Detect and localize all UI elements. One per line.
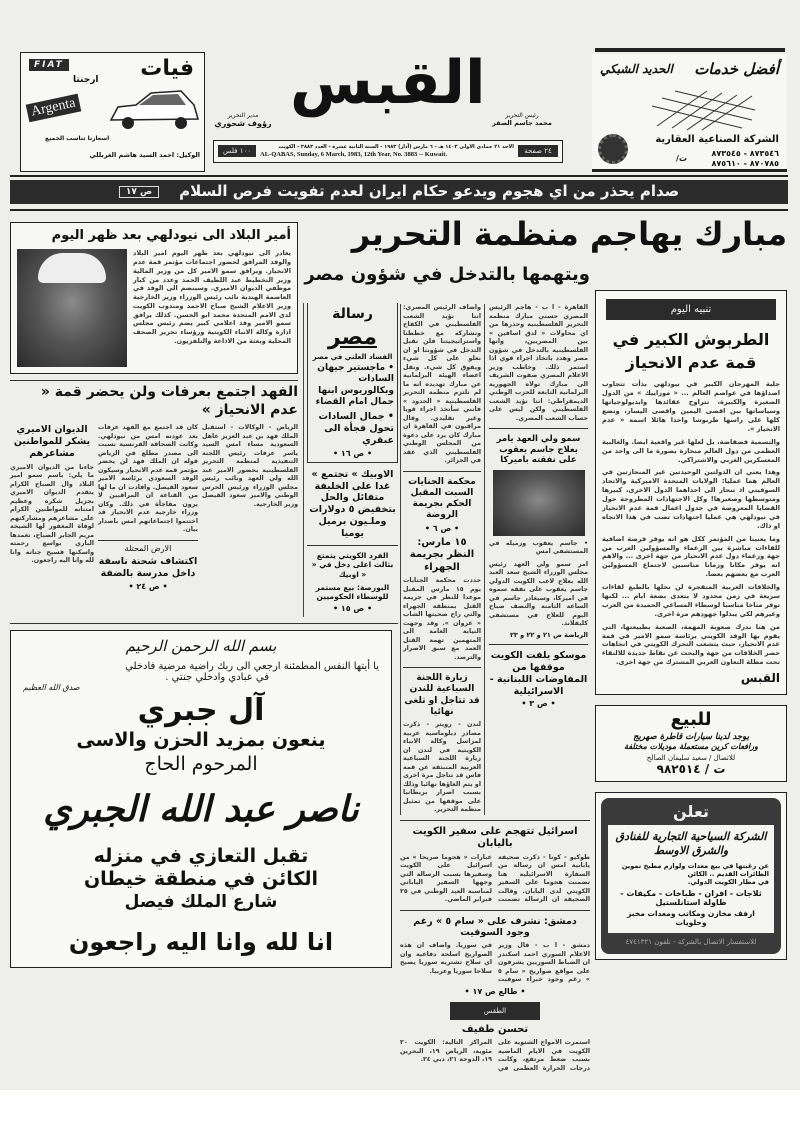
opec-ref: • ص ١٥ •: [332, 603, 373, 613]
occupied-headline: اكتشاف شحنة ناسفة داخل مدرسة بالضفة: [98, 555, 198, 579]
risala-kicker: رسالة: [332, 306, 373, 322]
court-body: حددت محكمة الجنايات يوم ١٥ مارس المقبل موعدا للنظر في جريمة القتل بمنطقة الجهراء والتي راح ضحيتها الشاب « غزوان ». وقد وجهت النيابة العامة الى المتهمين تهمة القتل العمد مع سبق الاصرار والترصد.: [403, 577, 481, 661]
divider: [400, 820, 590, 821]
occupied-ref: • ص ٢٤ •: [128, 581, 168, 591]
fahd-headline: الفهد اجتمع بعرفات ولن يحضر قمة « عدم الانحياز »: [40, 384, 298, 418]
emir-body: يغادر الى نيودلهي بعد ظهر اليوم امير البلاد والوفد المرافق لحضور اجتماعات مؤتمر قمة عدم الانحياز. ويرافق سمو الامير كل من وزير المالية وزير التخطيط عبد اللطيف الحمد وعدد من كبار موظفي الديوان الاميري. وسينضم الى الوفد في العاصمة الهندية نائب رئيس الوزراء وزير الخارجية وزير الاعلام الشيخ صباح الاحمد ومندوب الكويت لدى الامم المتحدة محمد ابو الحسن. كذلك يرافق سمو الامير وفد اعلامي كبير يضم رئيس مجلس ادارة وكالة الانباء الكويتية ورؤساء تحرير الصحف المحلية وبعثة من الاذاعة والتلفزيون.: [133, 249, 291, 345]
crown-prince-caption: • جاسم يعقوب وزميله في المستشفى امس: [489, 539, 588, 556]
fahd-col-met: كان قد اجتمع مع الفهد عرفات بعد عودته امس من نيودلهي. وكانت الصحافة الفرنسية نسبت الى مصدر مطلع في الرياض قوله ان الملك فهد لن يحضر مؤتمر قمة عدم الانحياز وسيكون الوفد السعودي برئاسة الامير سعود الفيصل. وافادت ان ما لها من القناعة ان المراقبين لا يرون مفاجأة في ذلك. وكان وزراء خارجية عدم الانحياز قد اختتموا اجتماعاتهم امس باصدار بيان.: [98, 424, 198, 534]
obituary-verse-1: يا أيتها النفس المطمئنة ارجعي الى ربك راضية مرضية فادخلي: [125, 660, 379, 672]
damascus-headline: دمشق: نشرف على « سام ٥ » رغم وجود السوفيت: [413, 915, 577, 939]
divider: [489, 428, 588, 429]
divider: [403, 471, 481, 472]
committee-body: لندن - رويتر - ذكرت مصادر دبلوماسية عربية لمراسل وكالة الانباء الكويتية في لندن ان زيارة اللجنة السباعية العربية المنبثقة عن قمة فاس قد تتاجل مرة اخرى او يتم الغاؤها نهائيا وذلك بسبب اصرار بريطانيا على موقفها من تمثيل منظمة التحرير.: [403, 721, 481, 813]
ad-tourism-kicker: تعلن: [673, 802, 709, 822]
editor-in-chief-name: محمد جاسم الصقر: [492, 119, 552, 127]
ad-tourism-company: [595, 792, 787, 960]
editorial-signature: القبس: [740, 671, 780, 686]
emir-photo: [17, 249, 127, 367]
ad-fiat-tagline: اسعارنا تناسب الجميع: [45, 135, 110, 142]
risala-masr-box: [307, 303, 398, 463]
ad-tourism-line-1: عن رغبتها في بيع معدات ولوازم مطبخ تموين الطائرات القديم .. الكائن: [621, 861, 769, 878]
ad-tourism-company-name: الشركة السياحية التجارية للفنادق والشرق الاوسط: [615, 830, 767, 857]
court-headline-2: ١٥ مارس: النظر بجريمة الجهراء: [409, 536, 475, 573]
obituary-late: المرحوم الحاج: [144, 753, 258, 775]
risala-item-1: • ماجستير جيهان السادات وبكالوريوس ابنها جمال امام القضاء: [315, 363, 394, 407]
pages-badge: ٢٤ صفحة: [518, 145, 558, 157]
editorial-paragraph: وهذا يعني ان الدولتين الوحيدتين غير المنحازتين في العالم هما عمليا: الولايات المتحدة الاميركية والاتحاد السوفيتي اذ تنحاز الى احداهما الدول الاخرى، كبيرها ومتوسطها وصغيرها! وكل الاجتهادات المطروحة حول القضايا المعروضة في جدول اعمال قمة عدم الانحياز في نيودلهي هي عمليا اجتهادات تصب في هذا الاتجاه او ذاك.: [602, 468, 780, 530]
occupied-box: [98, 540, 198, 595]
jasem-yaqoub-photo: [493, 470, 585, 536]
obituary-ad: [10, 630, 392, 969]
mesh-icon: [647, 86, 757, 131]
ad-fiat-title: فيات: [140, 56, 194, 81]
obituary-verse-end: صدق الله العظيم: [23, 682, 80, 692]
damascus-body: دمشق - ا ب - قال وزير الاعلام السوري احمد اسكندر ان الضباط السوريين يشرفون على مواقع صواريخ « سام ٥ » رغم وجود خبراء سوفيت في سوريا. واضاف ان هذه الصواريخ اسلحة دفاعية وان اي سلاح تشتريه سوريا يصبح سلاحا سوريا وعربيا.: [400, 942, 590, 984]
ad-steel-mesh: [592, 54, 787, 172]
obituary-verse-2: في عبادي وادخلي جنتي .: [165, 671, 269, 683]
ad-sale-line-2: ورافعات كرين مستعملة موديلات مختلفة: [624, 742, 758, 752]
editorial-paragraph: والخلافات العربية المتفجرة لن تحلها بالطبع لقاءات سريعة في زمن محدود لا يتعدى بضعة ايام ... لكنها توفر مناخا مناسبا لوسطاء المساعي الحميدة من العرب وغيرهم لكي يبذلوا جهودهم مرة اخرى.: [602, 583, 780, 618]
emir-article: [10, 222, 298, 374]
ad-steel-slogan-1: أفضل خدمات: [694, 60, 779, 78]
fiat-logo: FIAT: [29, 59, 69, 71]
damascus-ref: • طالع ص ١٧ •: [464, 986, 526, 996]
israel-japan-headline: اسرائيل تتهجم على سفير الكويت باليابان: [412, 825, 578, 849]
committee-headline: زيارة اللجنة السباعية للندن قد تتاجل او تلغى نهائيا: [404, 673, 480, 717]
editorial-paragraph: من هنا ندرك صعوبة المهمة، الصعبة بطبيعتها، التي يقوم بها الوفد الكويتي برئاسة سمو الامير في قمة عدم الانحياز، حيث يتشعب التحرك الكويتي في اتجاهات حصر الخلافات من جهة والبحث عن نقاط جديدة للالتقاء تحت مظلة التعاون العربي المشترك من جهة اخرى.: [602, 622, 780, 667]
editorial-paragraph: وما يعنينا من المؤتمر ككل هو انه يوفر فرصة اضافية للقاءات مباشرة بين الزعماء والمسؤولين العرب من جهة وزعماء دول عدم الانحياز من جهة اخرى ... والاهم انه يوفر مكانا وزمانا مناسبين لاجتماع المسؤولين العرب مع بعضهم بعضا.: [602, 534, 780, 579]
ad-tourism-footer: للاستفسار الاتصال بالشركة - تلفون ٤٧٤١٣٢١: [625, 937, 757, 946]
risala-item-2: • جمال السادات تحول فجأة الى عبقري: [318, 411, 394, 446]
opec-headline: « الاوبيك » تجتمع غدا على الخليفة متفائل والحل بتخفيض ٥ دولارات وملـيون برميل يوميا: [309, 468, 396, 539]
ad-steel-phones-1: ٨٧٣٥٤٦ - ٨٧٣٥٤٥: [711, 149, 779, 158]
editorial-kicker: تنبيه اليوم: [606, 299, 776, 320]
ad-steel-phone-label: ت/: [676, 154, 687, 163]
headdress-icon: [38, 253, 106, 283]
divider: [403, 667, 481, 668]
lead-col-2: واضاف الرئيس المصري: اننا نؤيد الشعب الفلسطيني في الكفاح ونشاركه مع خططنا واستراتيجيتنا فلن نقبل التدخل في شؤوننا او ان نعلو على كل شيء ويفوق كل شيء. ونقل اعضاء الهيئة البرلمانية عن مبارك تهديده انه ما لم تلتزم منظمة التحرير الفلسطينية « الحدود » فانني سأتخذ اجراء قويا وغير تقليدي. وقال مراقبون في القاهرة ان مبارك كان يرد على دعوة من المجلس الوطني الفلسطيني الذي عقد في الجزائر.: [403, 304, 481, 464]
obituary-family: آل جبري: [137, 692, 265, 728]
ad-sale-title: للبيع: [670, 709, 712, 731]
banner-page-ref: ص ١٧: [119, 186, 159, 198]
occupied-kicker: الارض المحتلة: [124, 543, 172, 553]
banner-headline-bar: [10, 180, 788, 204]
editorial-headline: الطربوش الكبير في قمة عدم الانحياز: [612, 330, 770, 373]
court-ref: • ص ٦ •: [424, 523, 460, 533]
editorial-paragraph: جلبة المهرجان الكبير في نيودلهي بدأت تتجاوب اصداؤها في عواصم العالم ... « موزاييك » من الدول الصغيرة والكبيرة، تتراوح عقائدها وايديولوجياتها وسياساتها بين اقصى اليمين واقصى اليسار، وتضع كلها على راسها طربوشا واحدا هائلا اسمه « عدم الانحياز ».: [602, 380, 780, 433]
car-icon: [106, 85, 201, 131]
diwan-body: جاءنا من الديوان الاميري ما يلي: باسم سمو امير البلاد وال الصباح الكرام يتقدم الديوان الاميري بجزيل شكره وعظيم امتنانه للمواطنين الكرام على مشاعرهم ومشاركتهم لوفاة المغفور لها الشيخة مريم الجابر الصباح، تغمدها الباري بواسع رحمته واسكنها فسيح جناته وانا لله وانا اليه راجعون.: [10, 463, 94, 565]
risala-title: مصر: [328, 324, 377, 350]
ad-panel: [608, 825, 774, 933]
right-region: [400, 290, 787, 1073]
obituary-condolence-1: تقبل التعازي في منزله: [93, 844, 309, 867]
masthead-logo: القبس: [290, 48, 486, 118]
obituary-name: ناصر عبد الله الجبري: [43, 789, 359, 830]
divider: [307, 545, 398, 546]
date-bar: [213, 140, 563, 163]
ad-steel-phones-2: ٨٧٠٧٨٥ - ٨٧٥٦١٠: [711, 159, 779, 168]
ad-frame: [601, 798, 781, 954]
risala-intro: الفساد العلني في مصر: [312, 353, 393, 361]
divider: [10, 175, 788, 177]
ad-fiat-model-ar: ارجنتا: [73, 75, 99, 85]
ad-sale-phone: ت / ٩٨٢٥١٤: [656, 762, 726, 777]
obituary-basmala: بسم الله الرحمن الرحيم: [125, 636, 277, 655]
ad-sale-line-1: يوجد لدينا سيارات قاطرة صهريج: [633, 731, 749, 742]
ad-for-sale: [595, 705, 787, 782]
risala-ref: • ص ١٦ •: [332, 448, 373, 458]
diwan-headline: الديوان الاميري يشكر للمواطنين مشاعرهم: [13, 424, 91, 459]
opec-kuwaiti: الفرد الكويتي يتمتع بثالث اعلى دخل في « اوبيك »: [311, 550, 394, 579]
editorial-box: [595, 290, 787, 695]
ad-fiat-agent: الوكيل: احمد السيد هاشم الغربللي: [89, 151, 200, 159]
date-english: AL-QABAS, Sunday, 6 March, 1983, 12th Year, No. 3883 -- Kuwait.: [260, 150, 448, 158]
ad-fiat: [20, 52, 205, 172]
price-badge: ١٠٠ فلس: [218, 145, 256, 157]
company-logo-icon: [598, 134, 628, 164]
crown-prince-body: امر سمو ولي العهد رئيس مجلس الوزراء الشيخ سعد العبد الله بعلاج لاعب الكويت الدولي جاسم يعقوب على نفقة سموه في اميركا، وسيغادر جاسم في الساعة الثامنة والنصف صباح اليوم للعلاج في مستشفى كليفلاند.: [489, 560, 588, 628]
divider: [595, 48, 785, 52]
managing-editor-name: رؤوف شحوري: [214, 119, 272, 128]
moscow-headline: موسكو يلفت الكويت موقفها من المفاوضات اللبنانية - الاسرائيلية: [489, 649, 588, 697]
left-region: [10, 222, 398, 968]
lead-headline: مبارك يهاجم منظمة التحرير: [351, 215, 787, 253]
ad-fiat-model-en: Argenta: [26, 94, 81, 123]
ad-sale-contact: للاتصال / سعيد سليمان الصالح: [646, 754, 736, 763]
ad-tourism-line-2: في مطار الكويت الدولي.: [687, 877, 769, 886]
divider: [489, 644, 588, 645]
editor-in-chief: [482, 112, 562, 127]
emir-headline: أمير البلاد الى نيودلهي بعد ظهر اليوم: [51, 228, 291, 243]
obituary-condolence-2: الكائن في منطقة خيطان: [83, 868, 319, 891]
weather-headline: تحسن طفيف: [461, 1023, 529, 1035]
divider: [400, 910, 590, 911]
israel-japan-body: طوكيو - كونا - ذكرت صحيفة يابانية امس ان رسالة من السفارة الاسرائيلية هنا تضمنت هجوما على السفير الكويتي لدى اليابان. وقالت الصحيفة ان الرسالة تضمنت عبارات « هجوما صريحا » من اسرائيل على الكويت وسفيرها بسبب الرسالة التي وجهها السفير الياباني لمناسبة العيد الوطني في ٢٥ فبراير الماضي.: [400, 853, 590, 903]
editorial-paragraph: والتسمية فضفاضة، بل لعلها غير واقعية ايضا. والغالبية العظمى من دول العالم منحازة بصورة ما الى واحد من المعسكرين الغربي والاشتراكي.: [602, 437, 780, 464]
divider: [10, 380, 298, 381]
managing-editor-label: مدير التحرير: [227, 112, 259, 119]
editorial-body: [602, 380, 780, 667]
fahd-col-riyadh: الرياض - الوكالات - استقبل الملك فهد بن عبد العزيز عاهل السعودية مساء امس السيد ياسر عرفات رئيس اللجنة التنفيذية لمنظمة التحرير الفلسطينية بحضور الامير عبد الله ولي العهد ونائب رئيس مجلس الوزراء ورئيس الحرس الوطني والامير سعود الفيصل وزير الخارجية.: [202, 424, 298, 508]
moscow-ref: • ص ٣ •: [521, 699, 556, 709]
obituary-closing: انا لله وانا اليه راجعون: [68, 928, 334, 957]
opec-bourse: البورصة: بيع مستمر للوسطاء الحكوميين: [315, 583, 390, 602]
crown-prince-headline: سمو ولي العهد يامر بعلاج جاسم يعقوب على نفقته باميركا: [496, 434, 581, 466]
editor-in-chief-label: رئيس التحرير: [505, 112, 539, 119]
lead-subheadline: ويتهمها بالتدخل في شؤون مصر: [304, 264, 590, 285]
ad-steel-company: الشركة الصناعية العقارية: [655, 134, 779, 145]
banner-headline: صدام يحذر من اي هجوم ويدعو حكام ايران لعدم تفويت فرص السلام: [179, 182, 680, 201]
obituary-condolence-3: شارع الملك فيصل: [124, 892, 278, 913]
ad-steel-slogan-2: الحديد الشبكي: [600, 62, 673, 76]
weather-kicker: الطقس: [450, 1002, 540, 1020]
court-headline: محكمة الجنايات السبت المقبل الحكم بجريمة الروضة: [408, 476, 476, 521]
ad-tourism-line-4: ارفف مخازن ومكاتب ومعدات مخبز وحلويات: [627, 908, 755, 927]
divider: [10, 209, 788, 211]
crown-prince-ref: الرياضة ص ٢١ و ٢٢ و ٢٣: [509, 630, 588, 639]
weather-body: استمرت الامواج الشتوية على الكويت في الايام الماضية بسبب ضغط مرتفع، وكانت درجات الحرارة العظمى في المراكز التالية: الكويت ٢٠ مئوية، الرياض ١٩، البحرين ١٩، الدوحة ٢١، دبي ٢٤.: [400, 1039, 590, 1072]
date-arabic: الاحد ٢١ جمادى الاولى ١٤٠٣ هـ - ٦ مارس (آذار) ١٩٨٣ - السنة الثانية عشرة - العدد ٣٨٨٣ - الكويت: [278, 144, 514, 150]
ad-tourism-line-3: ثلاجات - افران - طباخات - مكيفات - طاولة استانلستيل: [620, 888, 762, 907]
managing-editor: [208, 112, 278, 128]
lead-col-1: القاهرة - ا ب - هاجم الرئيس المصري حسني مبارك منظمة التحرير الفلسطينية وحذرها من اي محاولات « لدق اسافين » بين المصريين، وانها الفلسطينية بالتدخل في شؤون مصر وهدد باتخاذ اجراء قوي اذا استمر ذلك. وخاطب وزير الاعلام المصري صفوت الشريف الى مبارك تولاه الجهورية البرلمانية التابعة للحزب الوطني الديمقراطي: اننا نؤيد الشعب الفلسطيني ولكن ليس على حساب الشعب المصري.: [489, 304, 588, 422]
divider: [10, 623, 398, 624]
obituary-mourn: ينعون بمزيد الحزن والاسى: [76, 729, 326, 752]
